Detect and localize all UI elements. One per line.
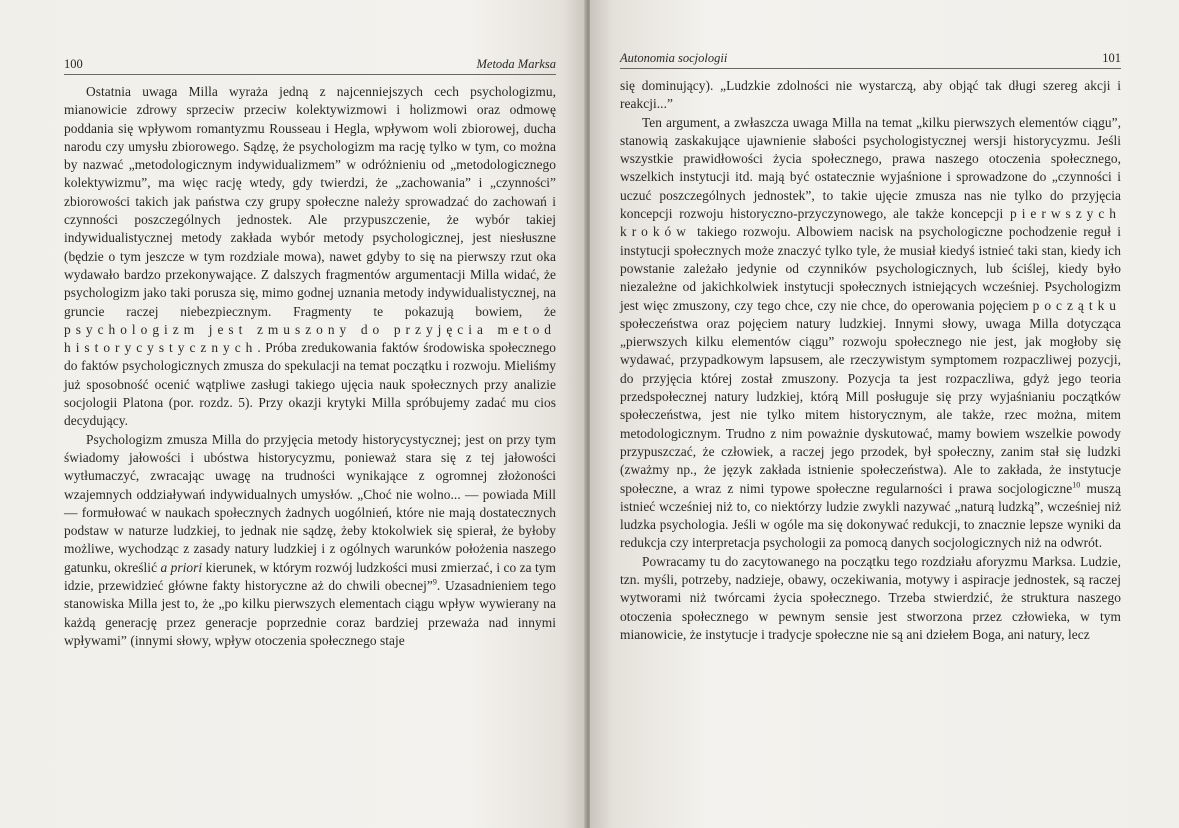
right-page-body	[620, 77, 1121, 644]
right-paragraph-1: się dominujący). „Ludzkie zdolności nie wystarczą, aby objąć tak długi szereg akcji i reakcji...”	[620, 78, 1121, 112]
text-run: Ten argument, a zwłaszcza uwaga Milla na temat „kilku pierwszych elementów ciągu”, stanowią zaskakujące ujawnienie słabości psychologistycznej wersji historycyzmu. Jeśli wszystkie prawidłowości życia społecznego, prawa naszego otoczenia społecznego, wszelkich instytucji itd. mają być ostatecznie wyjaśnione i sprowadzone do „czynności i uczuć poszczególnych jednostek”, to takie ujęcie zmusza nas nie tylko do przyjęcia koncepcji rozwoju historyczno-przyczynowego, ale także koncepcji	[620, 114, 1121, 222]
left-page-body	[64, 83, 556, 650]
right-running-title: Autonomia socjologii	[620, 51, 728, 65]
footnote-marker: 9	[432, 577, 437, 587]
italic-term: a priori	[160, 559, 203, 575]
text-run: kierunek, w którym rozwój ludzkości musi zmierzać, i co za tym idzie, przewidzieć główne fakty historyczne aż do chwili obecnej”	[64, 559, 556, 594]
left-running-title: Metoda Marksa	[476, 57, 556, 71]
text-run: takiego rozwoju. Albowiem nacisk na psychologiczne pochodzenie reguł i instytucji społecznych może znaczyć tylko tyle, że musiał kiedyś istnieć taki stan, kiedy ich powstanie zależało jedynie od czynników psychologicznych, lub ściślej, kiedy było niezależne od jakichkolwiek instytucji społecznych istniejących wcześniej. Psychologizm jest więc zmuszony, czy tego chce, czy nie chce, do operowania pojęciem	[620, 224, 1121, 313]
left-paragraph-2	[64, 431, 556, 651]
spaced-emphasis: psychologizm jest zmuszony do przyjęcia metod historycystycznych	[64, 321, 556, 356]
text-run: społeczeństwa oraz pojęciem natury ludzkiej. Innymi słowy, uwaga Milla dotycząca „pierwszych kilku elementów ciągu” rozwoju społecznego nie jest, jak mogłoby się wydawać, przypadkowym lapsusem, ale rzeczywistym symptomem rozpaczliwej pozycji, do przyjęcia której został zmuszony. Pozycja ta jest rozpaczliwa, gdyż jego teoria przedspołecznej natury ludzkiej, którą Mill posługuje się przy wyjaśnianiu początków społeczeństwa, jest nie tylko mitem historycznym, ale także, rzec można, mitem metodologicznym. Trudno z nim poważnie dyskutować, mamy bowiem wszelkie powody przypuszczać, że człowiek, a raczej jego przodek, był społeczny, zanim stał się ludzki (zważmy np., że język zakłada istnienie społeczeństwa). Ale to zakłada, że instytucje społeczne, a wraz z nimi typowe społeczne regularności i prawa socjologiczne	[620, 315, 1121, 496]
text-run: . Uzasadnieniem tego stanowiska Milla jest to, że „po kilku pierwszych elementach ciągu wpływ wywierany na każdą generację przez generacje poprzednie coraz bardziej przeważa nad innymi wpływami” (innymi słowy, wpływ otoczenia społecznego staje	[64, 578, 557, 648]
text-run: Ostatnia uwaga Milla wyraża jedną z najcenniejszych cech psychologizmu, mianowicie zdrowy sprzeciw przeciw kolektywizmowi i holizmowi oraz odmowę poddania się wpływom romantyzmu Rousseau i Hegla, wpływom woli zbiorowej, ducha narodu czy umysłu zbiorowego. Sądzę, że psychologizm ma rację tylko w tym, co można by nazwać „metodologicznym indywidualizmem” w odróżnieniu od „metodologicznego kolektywizmu”, ma więc rację wtedy, gdy twierdzi, że „zachowania” i „czynności” zbiorowości takich jak państwa czy grupy społeczne należy sprowadzać do zachowań i czynności poszczególnych jednostek. Ale przypuszczenie, że wybór takiej indywidualistycznej metody zakłada wybór metody psychologicznej, jest niesłuszne (będzie o tym jeszcze w tym rozdziale mowa), nawet gdyby to się na pierwszy rzut oka wydawało bardzo przekonywające. Z dalszych fragmentów argumentacji Milla widać, że psychologizm jako taki porusza się, mimo godnej uznania metody indywidualistycznej, na gruncie raczej niebezpiecznym. Fragmenty te pokazują bowiem, że	[64, 84, 556, 319]
footnote-marker: 10	[1072, 480, 1081, 490]
left-page	[0, 0, 586, 828]
right-page	[590, 0, 1179, 828]
right-paragraph-2	[620, 114, 1121, 553]
spaced-emphasis: pierwszych kroków	[620, 206, 1121, 240]
left-page-header	[64, 54, 556, 75]
right-page-number: 101	[1102, 51, 1121, 65]
left-page-number: 100	[64, 57, 83, 71]
text-run: Psychologizm zmusza Milla do przyjęcia metody historycystycznej; jest on przy tym świadomy jałowości i ubóstwa historycyzmu, ponieważ stara się z tej jałowości wytłumaczyć, zwracając uwagę na trudności wynikające z ogromnej złożoności wzajemnych oddziaływań indywidualnych umysłów. „Choć nie wolno... — powiada Mill — formułować w naukach społecznych żadnych uogólnień, które nie mają dostatecznych podstaw w naturze ludzkiej, to jednak nie sądzę, żeby ktokolwiek się spierał, że byłoby możliwe, wychodząc z zasady natury ludzkiej i z ogólnych warunków położenia naszego gatunku, określić	[64, 431, 556, 575]
text-run: muszą istnieć wcześniej niż to, co niektórzy ludzie zwykli nazywać „naturą ludzką”, wcześniej niż ludzka psychologia. Jeśli w ogóle ma się dokonywać redukcji, to znacznie lepsze wyniki da redukcja czy interpretacja psychologii za pomocą danych socjologicznych niż na odwrót.	[620, 480, 1121, 551]
right-page-header	[620, 48, 1121, 69]
spaced-emphasis: początku	[1032, 297, 1121, 313]
text-run: . Próba zredukowania faktów środowiska społecznego do faktów psychologicznych zmusza do spekulacji na temat początku i rozwoju. Mieliśmy już sposobność ocenić wątpliwe zasługi takiego ujęcia nauk społecznych przy analizie socjologii Platona (por. rozdz. 5). Przy okazji krytyki Milla spróbujemy zadać mu cios decydujący.	[64, 340, 556, 429]
left-paragraph-1	[64, 83, 556, 431]
right-paragraph-3: Powracamy tu do zacytowanego na początku tego rozdziału aforyzmu Marksa. Ludzie, tzn. myśli, potrzeby, nadzieje, obawy, oczekiwania, motywy i aspiracje jednostek, są raczej wytworami niż twórcami życia społecznego. Trzeba stwierdzić, że struktura naszego otoczenia społecznego w pewnym sensie jest stworzona przez człowieka, w tym mianowicie, że instytucje i tradycje społeczne nie są ani dziełem Boga, ani natury, lecz	[620, 553, 1121, 642]
